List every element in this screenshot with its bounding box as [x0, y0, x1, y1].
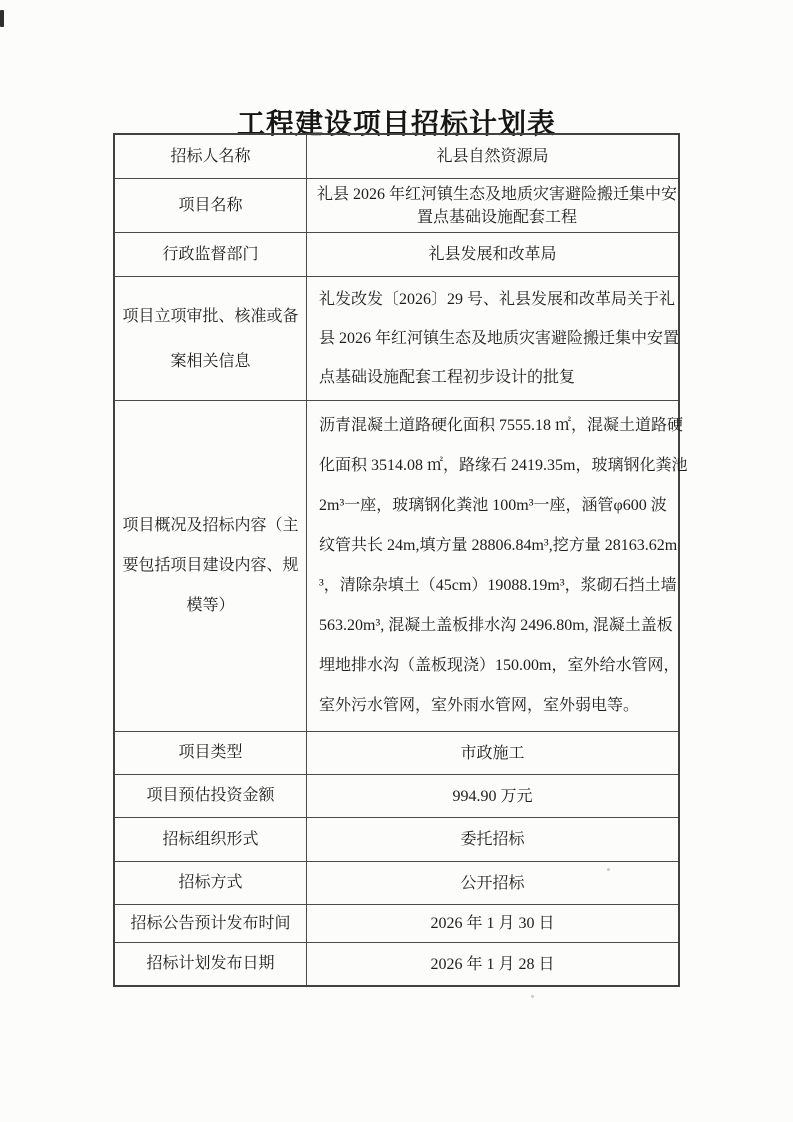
field-label: 项目概况及招标内容（主要包括项目建设内容、规模等）: [115, 401, 307, 731]
field-value: 2026 年 1 月 30 日: [430, 915, 555, 932]
row-bidding-organization-form: [115, 817, 678, 861]
field-label: 招标方式: [115, 862, 307, 904]
row-project-overview: [115, 400, 688, 731]
field-label: 招标组织形式: [115, 818, 307, 861]
row-project-type: [115, 731, 678, 774]
field-value-line: 化面积 3514.08 ㎡，路缘石 2419.35m，玻璃钢化粪池: [319, 457, 688, 474]
field-value: 994.90 万元: [452, 787, 533, 805]
field-value: 礼县发展和改革局: [428, 246, 557, 263]
field-value-line: 礼发改发〔2026〕29 号、礼县发展和改革局关于礼: [319, 291, 676, 308]
field-value: [307, 401, 693, 731]
field-label: 招标人名称: [115, 135, 307, 178]
field-value-line: 礼县 2026 年红河镇生态及地质灾害避险搬迁集中安: [317, 185, 678, 203]
field-value: 委托招标: [460, 831, 525, 848]
row-bidder-name: [115, 135, 678, 178]
field-value-line: 563.20m³, 混凝土盖板排水沟 2496.80m, 混凝土盖板: [319, 617, 673, 634]
scan-edge-artifact: [0, 10, 4, 27]
field-value-line: ³，清除杂填土（45cm）19088.19m³，浆砌石挡土墙: [319, 577, 677, 594]
field-value-line: 埋地排水沟（盖板现浇）150.00m，室外给水管网，: [319, 657, 680, 674]
scan-speck: [531, 995, 534, 998]
field-value-line: 置点基础设施配套工程: [417, 208, 578, 226]
field-value: [307, 277, 685, 400]
field-label: 项目预估投资金额: [115, 775, 307, 817]
field-label: 项目名称: [115, 179, 307, 232]
field-label: 项目类型: [115, 732, 307, 774]
field-value-line: 沥青混凝土道路硬化面积 7555.18 ㎡，混凝土道路硬: [319, 417, 684, 434]
field-value: 礼县自然资源局: [436, 148, 549, 165]
field-value: 2026 年 1 月 28 日: [430, 955, 555, 973]
row-plan-publish-date: [115, 942, 678, 985]
field-value: [307, 179, 687, 232]
row-project-name: [115, 178, 678, 232]
field-label: 行政监督部门: [115, 233, 307, 276]
field-value-line: 2m³一座，玻璃钢化粪池 100m³一座，涵管φ600 波: [319, 497, 667, 514]
field-label: 招标公告预计发布时间: [115, 905, 307, 942]
field-value-line: 纹管共长 24m,填方量 28806.84m³,挖方量 28163.62m: [319, 537, 678, 554]
field-value-line: 县 2026 年红河镇生态及地质灾害避险搬迁集中安置: [319, 330, 680, 347]
field-label: 招标计划发布日期: [115, 943, 307, 985]
field-value-line: 室外污水管网，室外雨水管网，室外弱电等。: [319, 697, 640, 714]
row-bidding-method: [115, 861, 678, 904]
page-title: 工程建设项目招标计划表: [236, 107, 556, 139]
field-value: 公开招标: [460, 874, 525, 892]
row-estimated-investment: [115, 774, 678, 817]
bidding-plan-table: [113, 133, 688, 987]
row-announcement-expected-date: [115, 904, 678, 942]
field-value-line: 点基础设施配套工程初步设计的批复: [319, 369, 576, 386]
field-value: 市政施工: [460, 744, 525, 762]
row-approval-info: [115, 276, 678, 400]
row-supervision-department: [115, 232, 678, 276]
field-label: 项目立项审批、核准或备案相关信息: [115, 277, 307, 400]
